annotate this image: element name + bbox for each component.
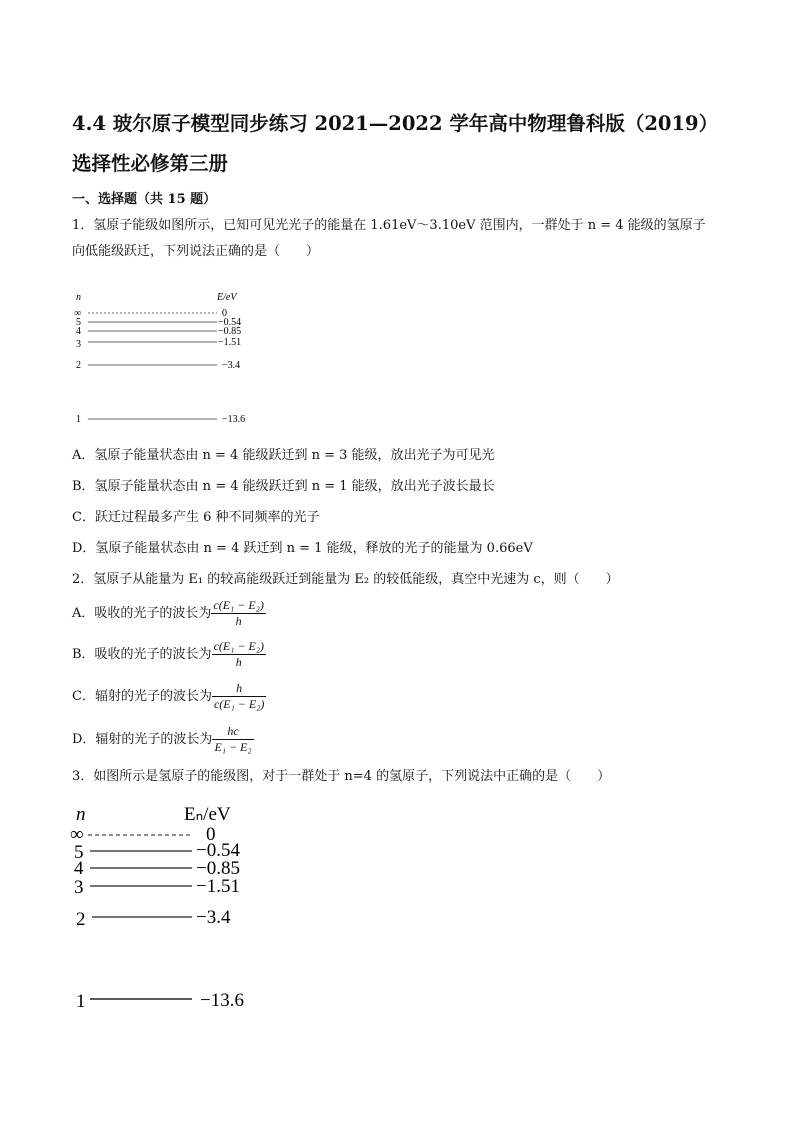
question-2-option-a: [72, 598, 732, 629]
fraction-numerator: c(E₁ − E₂): [213, 598, 264, 612]
section-heading: 一、选择题（共 15 题）: [72, 192, 217, 207]
diagram-1-levels: [74, 308, 245, 425]
title-line-2: 选择性必修第三册: [72, 152, 229, 175]
fraction-numerator: h: [212, 681, 266, 697]
question-1-option-d: D．氢原子能量状态由 n = 4 跃迁到 n = 1 能级，释放的光子的能量为 0.66eV: [72, 541, 533, 556]
diagram-2-n-label: n: [76, 804, 86, 825]
option-d-text: D．辐射的光子的波长为: [72, 732, 213, 747]
level-energy-label: −13.6: [200, 990, 244, 1011]
fraction-denominator: h: [235, 655, 242, 669]
level-n-label: 4: [74, 858, 84, 879]
question-2-stem: 2．氢原子从能量为 E₁ 的较高能级跃迁到能量为 E₂ 的较低能级，真空中光速为 c，则（ ）: [72, 572, 619, 587]
question-1-stem: [72, 213, 732, 265]
option-c-fraction: [212, 681, 266, 712]
level-energy-label: −0.85: [218, 326, 242, 337]
level-energy-label: −3.4: [196, 907, 231, 928]
fraction-denominator: E₁ − E₂: [214, 740, 252, 754]
level-energy-label: 0: [206, 824, 216, 845]
level-n-label: ∞: [74, 308, 82, 319]
question-1-option-c: C．跃迁过程最多产生 6 种不同频率的光子: [72, 510, 320, 525]
question-2-option-c: [72, 681, 732, 712]
level-energy-label: −0.54: [218, 317, 242, 328]
option-c-text: C．辐射的光子的波长为: [72, 689, 212, 704]
option-b-fraction: [212, 639, 266, 670]
question-3-stem: 3．如图所示是氢原子的能级图，对于一群处于 n=4 的氢原子，下列说法中正确的是（ ）: [72, 769, 611, 784]
fraction-denominator: h: [235, 614, 242, 628]
level-n-label: 5: [76, 317, 81, 328]
fraction-denominator: c(E₁ − E₂): [213, 697, 265, 711]
energy-level-diagram-2: [68, 798, 288, 1018]
question-2-option-d: [72, 724, 732, 755]
level-n-label: 3: [76, 339, 81, 350]
level-energy-label: −1.51: [196, 876, 240, 897]
level-n-label: 4: [76, 326, 81, 337]
question-1-option-b: B．氢原子能量状态由 n = 4 能级跃迁到 n = 1 能级，放出光子波长最长: [72, 479, 495, 494]
title-line-1: 4.4 玻尔原子模型同步练习 2021—2022 学年高中物理鲁科版（2019）: [72, 112, 719, 135]
question-1-line-2: 向低能级跃迁，下列说法正确的是（ ）: [72, 244, 320, 259]
level-n-label: 2: [76, 909, 86, 930]
option-b-text: B．吸收的光子的波长为: [72, 647, 212, 662]
diagram-2-levels: [70, 824, 244, 1012]
option-a-text: A．吸收的光子的波长为: [72, 606, 212, 621]
level-energy-label: 0: [222, 308, 227, 319]
fraction-numerator: hc: [212, 724, 253, 740]
option-d-fraction: [212, 724, 253, 755]
level-energy-label: −0.85: [196, 858, 240, 879]
level-energy-label: −3.4: [222, 360, 241, 371]
level-n-label: 5: [74, 842, 84, 863]
level-n-label: 3: [74, 877, 84, 898]
question-1-line-1: 1．氢原子能级如图所示，已知可见光光子的能量在 1.61eV～3.10eV 范围内，一群处于 n = 4 能级的氢原子: [72, 218, 706, 233]
diagram-1-e-label: E/eV: [217, 292, 237, 303]
level-energy-label: −0.54: [196, 840, 240, 861]
energy-level-diagram-1: [72, 288, 272, 428]
question-1-option-a: A．氢原子能量状态由 n = 4 能级跃迁到 n = 3 能级，放出光子为可见光: [72, 448, 495, 463]
level-n-label: ∞: [70, 824, 84, 845]
diagram-2-e-label: Eₙ/eV: [184, 804, 231, 825]
level-n-label: 1: [76, 991, 86, 1012]
fraction-numerator: c(E₁ − E₂): [213, 639, 264, 653]
page-title: [72, 104, 732, 184]
level-n-label: 1: [76, 414, 81, 425]
level-n-label: 2: [76, 360, 81, 371]
question-2-option-b: [72, 639, 732, 670]
option-a-fraction: [211, 598, 265, 629]
level-energy-label: −13.6: [222, 414, 246, 425]
diagram-1-n-label: n: [76, 292, 81, 303]
level-energy-label: −1.51: [218, 337, 242, 348]
